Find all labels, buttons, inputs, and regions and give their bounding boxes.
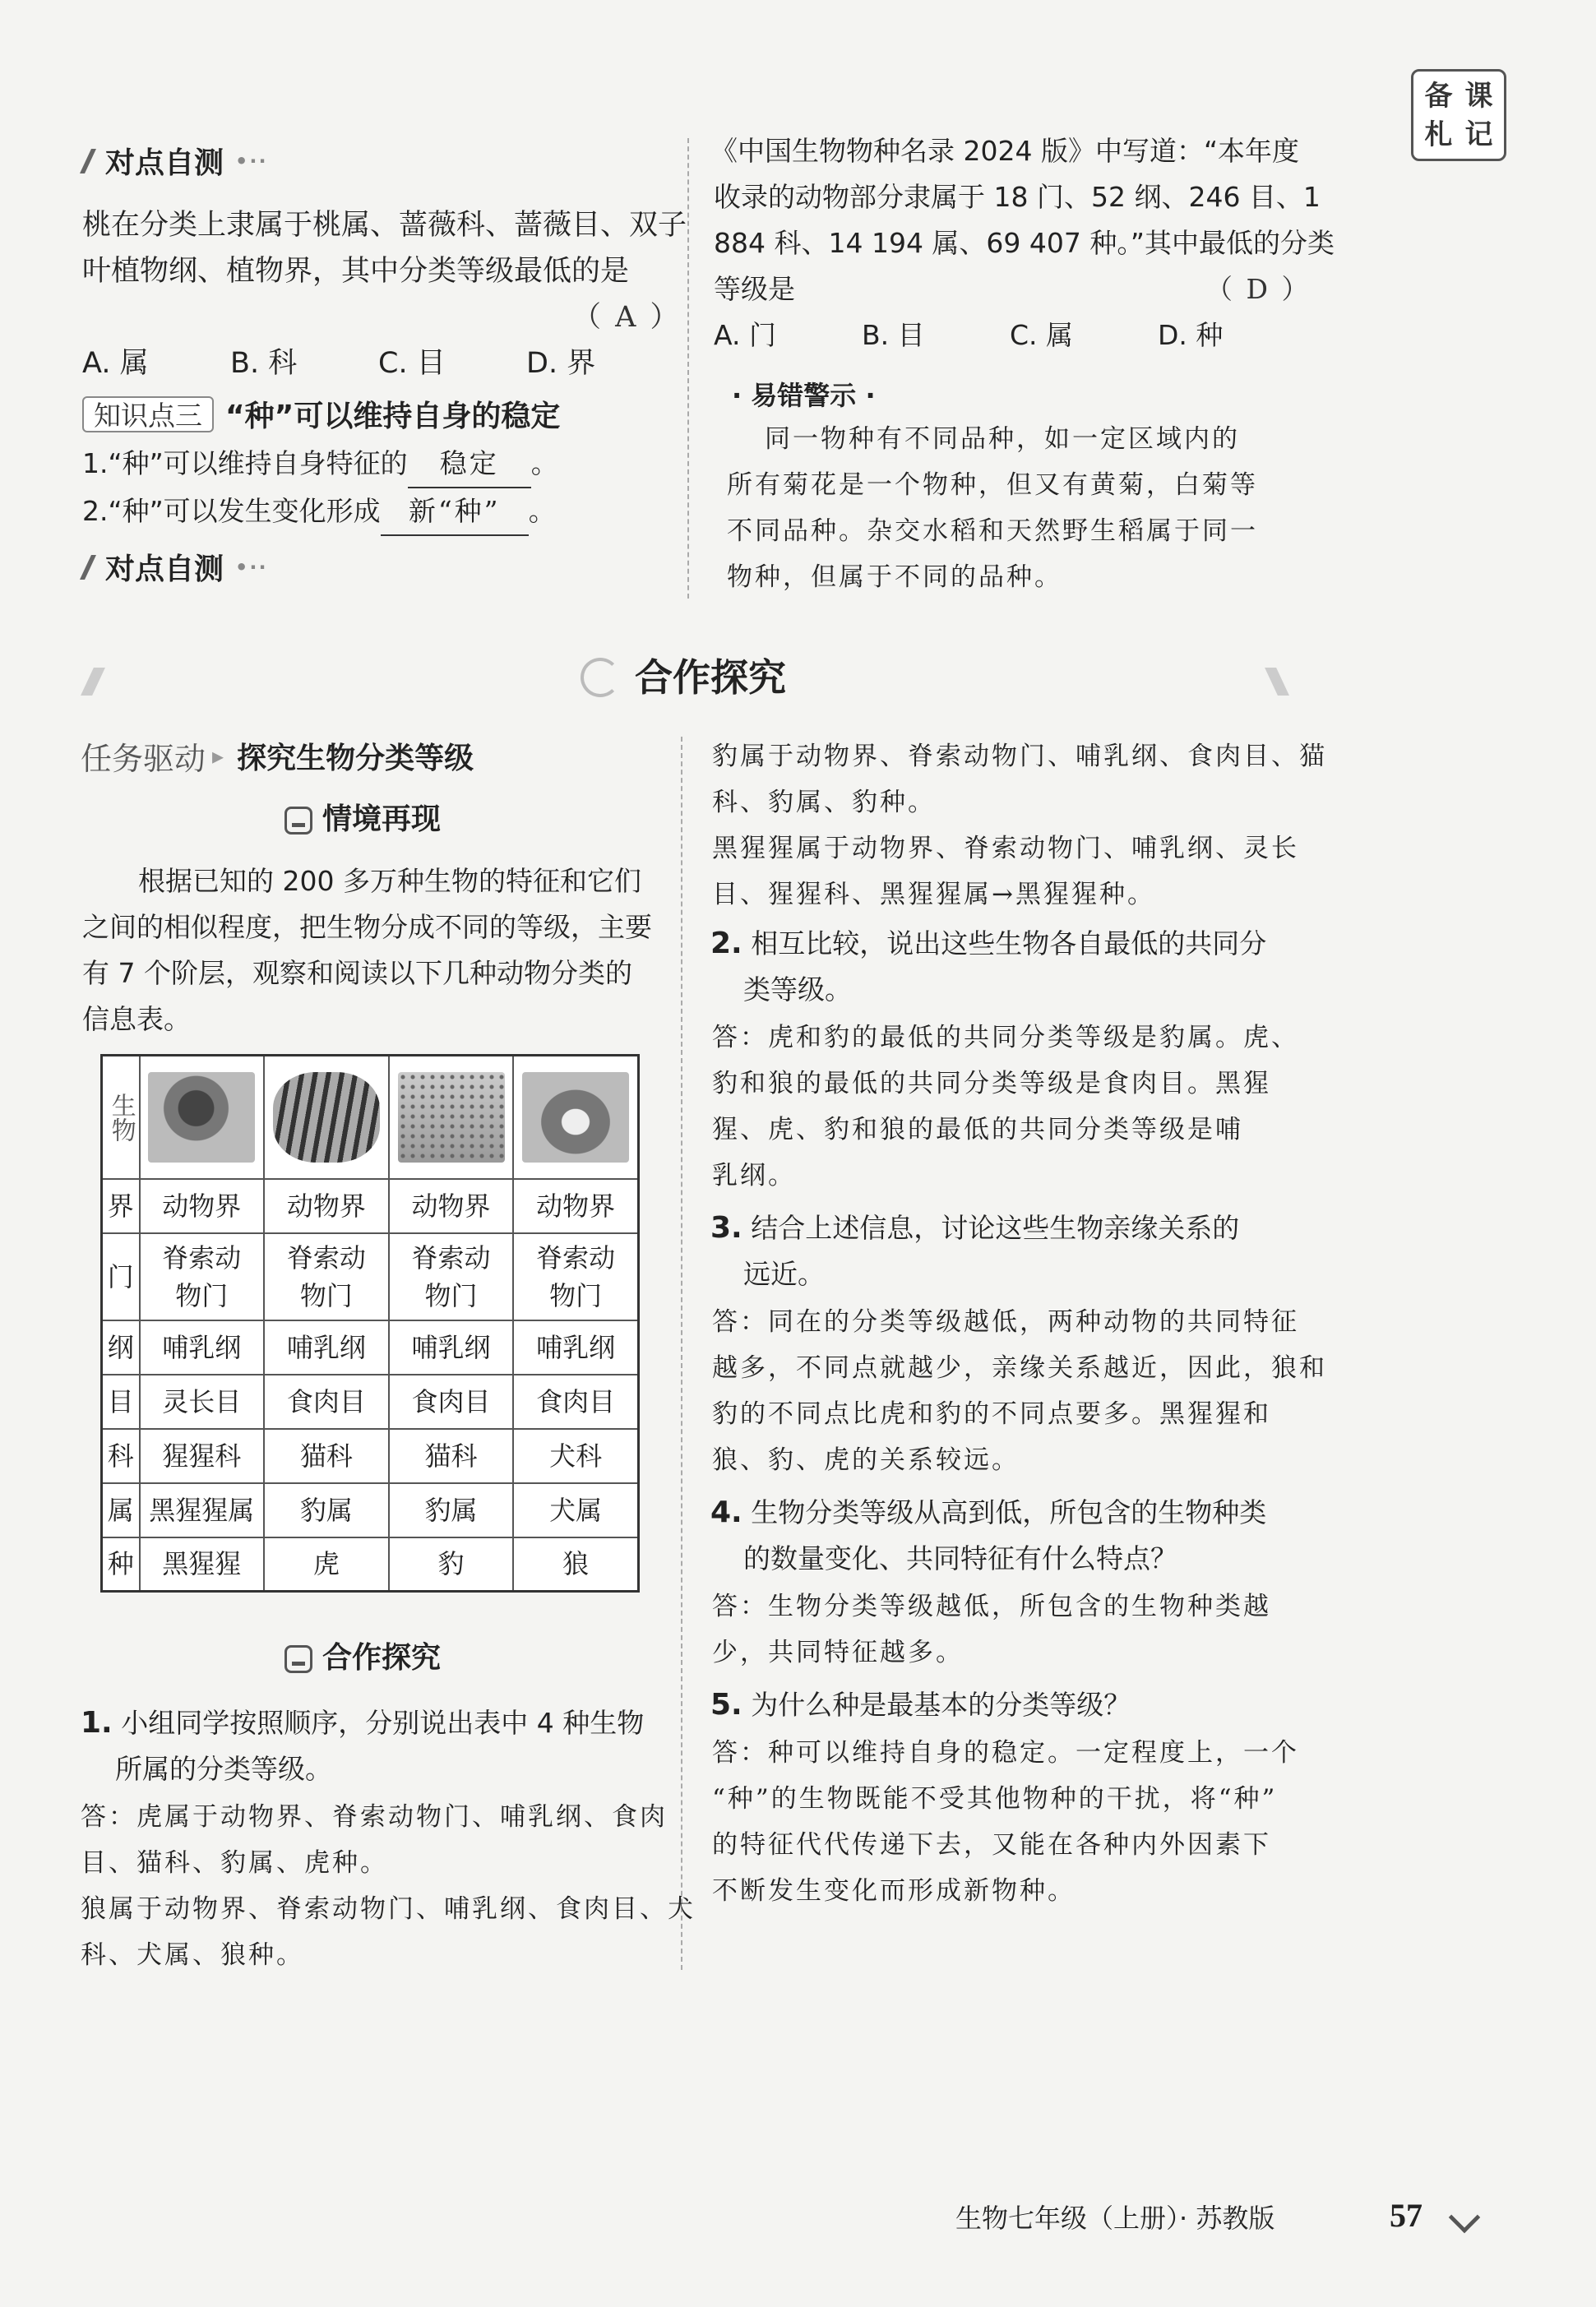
table-cell: 虎 [264,1537,389,1592]
question-line: 2. 相互比较，说出这些生物各自最低的共同分 [710,927,1267,960]
rank-label: 属 [102,1483,140,1537]
table-cell: 猩猩科 [140,1429,265,1483]
knowledge-point-title: “种”可以维持自身的稳定 [225,400,561,433]
knowledge-point-tag: 知识点三 [82,396,214,432]
notes-char: 札 [1424,118,1453,151]
answer-text: 狼、豹、虎的关系较远。 [712,1445,1020,1475]
answer-text: 目、猩猩科、黑猩猩属→黑猩猩种。 [712,880,1155,909]
option: A. 属 [82,347,149,380]
rank-label: 目 [102,1375,140,1429]
scene-icon [285,807,312,834]
answer-text: 豹和狼的最低的共同分类等级是食肉目。黑猩 [712,1069,1271,1098]
table-cell: 动物界 [513,1179,638,1233]
question-line: 类等级。 [743,973,852,1006]
question-text: 等级是 [714,273,795,305]
table-cell: 食肉目 [389,1375,514,1429]
table-cell: 动物界 [389,1179,514,1233]
answer-choice: （ A ） [572,301,682,334]
answer-text: 答：生物分类等级越低，所包含的生物种类越 [712,1592,1271,1621]
question-text: 《中国生物物种名录 2024 版》中写道：“本年度 [710,135,1300,167]
table-cell: 哺乳纲 [389,1320,514,1375]
option-list [82,340,674,386]
table-cell: 哺乳纲 [513,1320,638,1375]
cooperation-heading: 合作探究 [285,1638,441,1679]
corner-arrow-icon [1449,2202,1480,2233]
task-label: 任务驱动 [81,741,206,777]
table-cell: 脊索动物门 [264,1233,389,1320]
answer-text: 豹的不同点比虎和豹的不同点要多。黑猩猩和 [712,1399,1271,1429]
book-title: 生物七年级（上册）· 苏教版 [955,2203,1275,2234]
question-text: 884 科、14 194 属、69 407 种。”其中最低的分类 [714,227,1335,259]
animal-picture-cell [389,1056,514,1179]
table-cell: 黑猩猩 [140,1537,265,1592]
table-cell: 猫科 [264,1429,389,1483]
intro-text: 之间的相似程度，把生物分成不同的等级，主要 [82,911,652,943]
rank-label: 纲 [102,1320,140,1375]
fill-blank-line: 1.“种”可以维持自身特征的 稳定 。 [82,441,558,488]
option: B. 目 [862,319,925,351]
animal-picture-cell [140,1056,265,1179]
option: D. 界 [526,347,596,380]
table-cell: 动物界 [140,1179,265,1233]
warning-text: 物种，但属于不同的品种。 [727,562,1062,592]
filled-blank: 新“种” [381,488,529,536]
column-divider [687,138,689,599]
table-cell: 脊索动物门 [513,1233,638,1320]
classification-table [100,1054,640,1593]
intro-text: 根据已知的 200 多万种生物的特征和它们 [138,865,641,897]
table-cell: 脊索动物门 [389,1233,514,1320]
answer-text: 答：虎和豹的最低的共同分类等级是豹属。虎、 [712,1023,1299,1052]
table-cell: 狼 [513,1537,638,1592]
decor-slash [1265,668,1289,696]
answer-choice: （ D ） [1205,273,1311,305]
dots-icon: •·· [235,149,268,173]
table-cell: 猫科 [389,1429,514,1483]
table-cell: 食肉目 [264,1375,389,1429]
table-cell: 黑猩猩属 [140,1483,265,1537]
warning-text: 所有菊花是一个物种，但又有黄菊，白菊等 [727,470,1258,500]
question-text: 桃在分类上隶属于桃属、蔷薇科、蔷薇目、双子 [82,209,687,242]
table-cell: 豹属 [389,1483,514,1537]
dots-icon: •·· [235,555,268,579]
chimpanzee-image [148,1072,255,1163]
self-test-heading: 对点自测 •·· [86,140,268,182]
warning-text: 不同品种。杂交水稻和天然野生稻属于同一 [727,516,1258,546]
answer-text: 少，共同特征越多。 [712,1638,964,1667]
tiger-image [273,1072,380,1163]
question-line: 1. 小组同学按照顺序，分别说出表中 4 种生物 [81,1706,645,1740]
option: C. 属 [1010,319,1074,351]
table-cell: 哺乳纲 [264,1320,389,1375]
fill-blank-line: 2.“种”可以发生变化形成 新“种” 。 [82,488,556,536]
section-title: 合作探究 [635,655,786,700]
question-line: 4. 生物分类等级从高到低，所包含的生物种类 [710,1496,1267,1529]
warning-text: 同一物种有不同品种，如一定区域内的 [765,424,1240,454]
option: A. 门 [714,319,776,351]
column-divider [681,737,682,1970]
table-cell: 脊索动物门 [140,1233,265,1320]
knowledge-point-heading [82,393,560,435]
table-cell: 动物界 [264,1179,389,1233]
answer-text: 猩、虎、豹和狼的最低的共同分类等级是哺 [712,1115,1243,1144]
answer-text: 科、犬属、狼种。 [81,1940,304,1970]
table-cell: 灵长目 [140,1375,265,1429]
table-header-cell: 生物 [102,1056,140,1179]
answer-text: 越多，不同点就越少，亲缘关系越近，因此，狼和 [712,1353,1327,1383]
option: D. 种 [1158,319,1224,351]
notes-char: 课 [1464,79,1493,113]
intro-text: 信息表。 [82,1003,191,1035]
question-text: 叶植物纲、植物界，其中分类等级最低的是 [82,255,630,288]
table-cell: 犬科 [513,1429,638,1483]
question-line: 所属的分类等级。 [115,1753,332,1785]
table-cell: 豹 [389,1537,514,1592]
page-number: 57 [1390,2197,1423,2234]
animal-picture-cell [513,1056,638,1179]
rank-label: 种 [102,1537,140,1592]
scene-heading: 情境再现 [285,799,441,840]
answer-text: 黑猩猩属于动物界、脊索动物门、哺乳纲、灵长 [712,834,1299,863]
table-cell: 哺乳纲 [140,1320,265,1375]
arrow-right-icon: ▸ [212,742,224,770]
answer-text: 答：种可以维持自身的稳定。一定程度上，一个 [712,1738,1299,1768]
filled-blank: 稳定 [408,441,531,488]
option: B. 科 [230,347,298,380]
notes-char: 记 [1464,118,1493,151]
task-heading [81,733,474,779]
table-cell: 食肉目 [513,1375,638,1429]
cooperation-icon [285,1645,312,1673]
option: C. 目 [378,347,446,380]
answer-text: “种”的生物既能不受其他物种的干扰，将“种” [712,1784,1278,1814]
rank-label: 科 [102,1429,140,1483]
answer-text: 不断发生变化而形成新物种。 [712,1876,1076,1906]
option-list [714,312,1306,358]
answer-text: 答：虎属于动物界、脊索动物门、哺乳纲、食肉 [81,1802,668,1832]
answer-text: 答：同在的分类等级越低，两种动物的共同特征 [712,1307,1299,1337]
table-cell: 犬属 [513,1483,638,1537]
answer-text: 科、豹属、豹种。 [712,788,936,817]
answer-text: 乳纲。 [712,1161,796,1190]
common-mistake-heading: · 易错警示 · [732,380,876,411]
lesson-notes-badge [1411,69,1506,161]
answer-text: 豹属于动物界、脊索动物门、哺乳纲、食肉目、猫 [712,742,1327,771]
question-line: 5. 为什么种是最基本的分类等级？ [710,1688,1131,1722]
question-line: 远近。 [743,1258,825,1290]
wolf-image [522,1072,629,1163]
notes-char: 备 [1424,79,1453,113]
question-line: 的数量变化、共同特征有什么特点？ [743,1542,1177,1574]
question-line: 3. 结合上述信息，讨论这些生物亲缘关系的 [710,1211,1240,1245]
task-title: 探究生物分类等级 [237,742,474,775]
answer-text: 狼属于动物界、脊索动物门、哺乳纲、食肉目、犬 [81,1894,696,1924]
answer-text: 的特征代代传递下去，又能在各种内外因素下 [712,1830,1271,1860]
self-test-heading: 对点自测 •·· [86,546,268,588]
decor-slash [81,668,105,696]
answer-text: 目、猫科、豹属、虎种。 [81,1848,388,1878]
question-text: 收录的动物部分隶属于 18 门、52 纲、246 目、1 [714,181,1321,213]
animal-picture-cell [264,1056,389,1179]
rank-label: 界 [102,1179,140,1233]
slash-icon [80,149,96,173]
slash-icon [80,555,96,580]
table-cell: 豹属 [264,1483,389,1537]
rank-label: 门 [102,1233,140,1320]
magnifier-icon [581,658,620,697]
leopard-image [398,1072,505,1163]
intro-text: 有 7 个阶层，观察和阅读以下几种动物分类的 [82,957,632,989]
